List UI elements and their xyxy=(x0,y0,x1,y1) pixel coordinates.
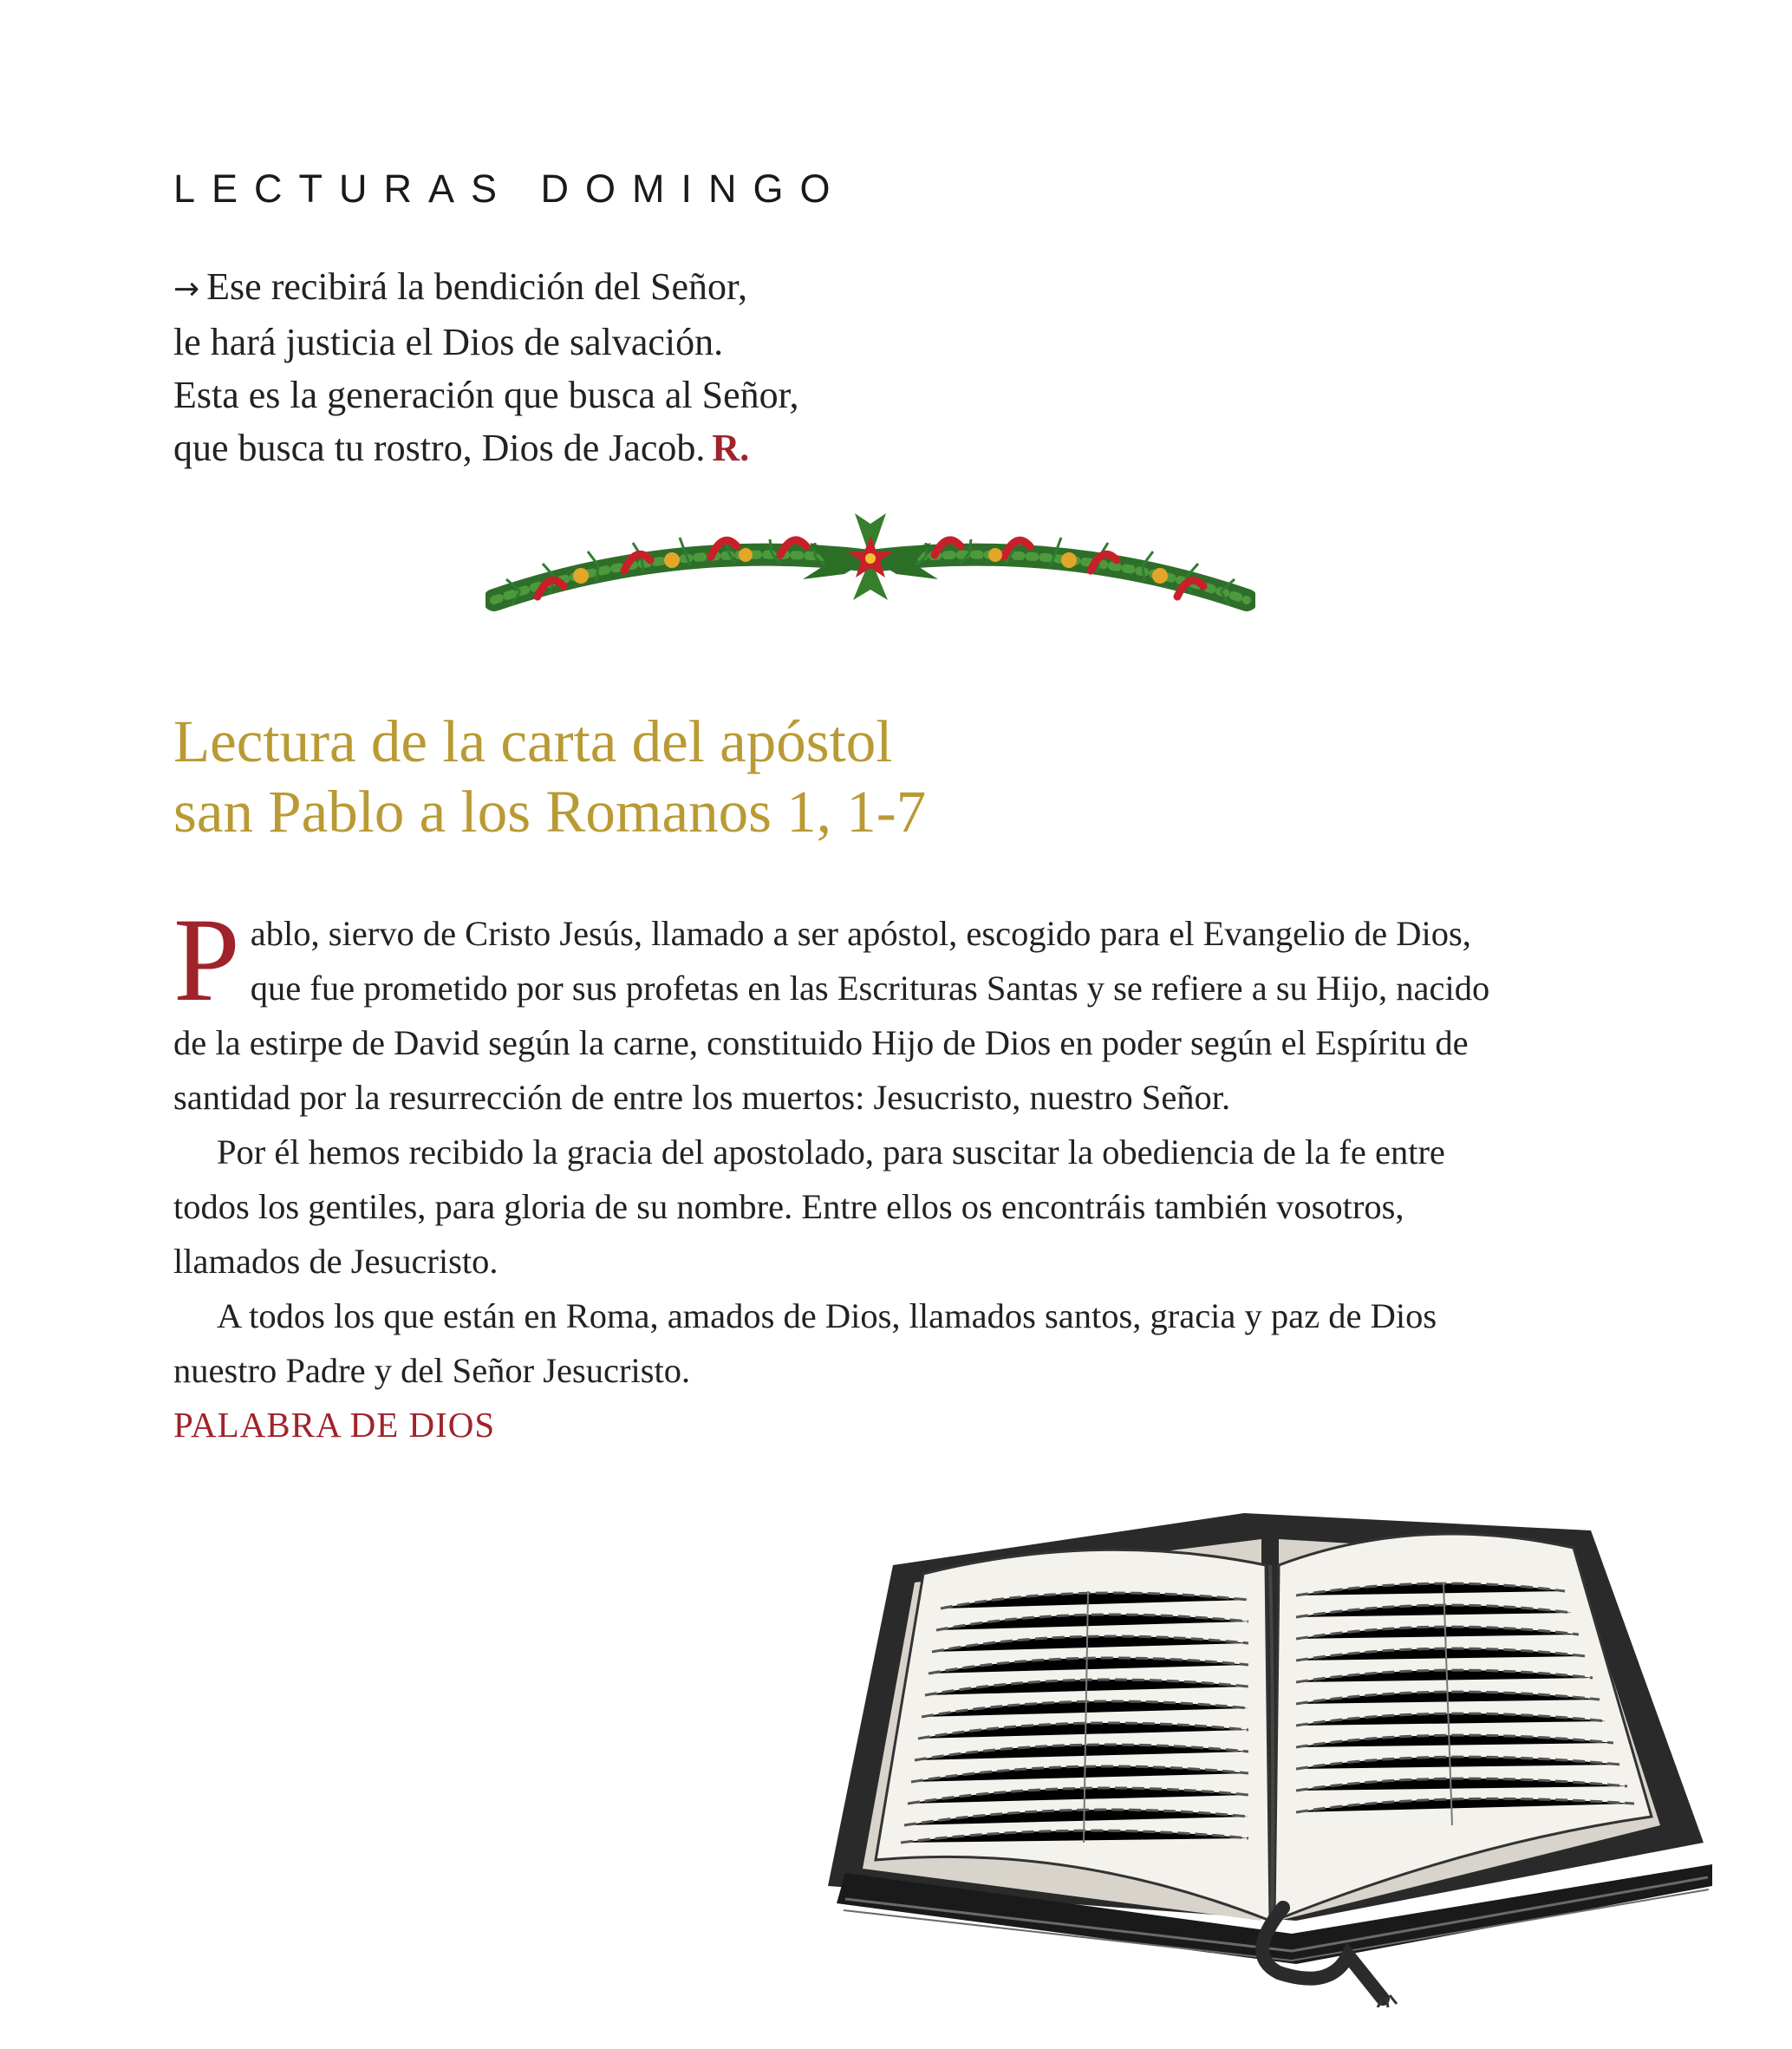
first-paragraph: Pablo, siervo de Cristo Jesús, llamado a ser apóstol, escogido para el Evangelio de Dios, que fue prometido por sus profetas en las Escrituras Santas y se refiere a su Hijo, nacido de la estirpe de David según la carne, constituido Hijo de Dios en poder según el Espíritu de santidad por la resurrección de entre los muertos: Jesucristo, nuestro Señor. xyxy=(173,893,1490,1117)
psalm-line: le hará justicia el Dios de salvación. xyxy=(173,321,724,363)
paragraph: A todos los que están en Roma, amados de Dios, llamados santos, gracia y paz de Dios nuestro Padre y del Señor Jesucristo. xyxy=(173,1296,1437,1390)
christmas-garland-icon xyxy=(485,513,1255,626)
psalm-line: Esta es la generación que busca al Señor, xyxy=(173,374,799,416)
reading-title-line: Lectura de la carta del apóstol xyxy=(173,708,893,774)
arrow-right-icon: → xyxy=(173,271,200,307)
psalm-stanza xyxy=(173,260,1214,474)
open-bible-icon xyxy=(811,1435,1721,2007)
closing-acclamation: PALABRA DE DIOS xyxy=(173,1405,496,1445)
psalm-response: R. xyxy=(712,427,750,469)
reading-body xyxy=(173,893,1526,1452)
psalm-line: → Ese recibirá la bendición del Señor, xyxy=(173,265,747,308)
reading-title-line: san Pablo a los Romanos 1, 1-7 xyxy=(173,779,927,845)
drop-cap: P xyxy=(173,893,240,1026)
section-label: LECTURAS DOMINGO xyxy=(173,166,847,211)
reading-title xyxy=(173,707,1387,847)
paragraph: Por él hemos recibido la gracia del apostolado, para suscitar la obediencia de la fe entre todos los gentiles, para gloria de su nombre. Entre ellos os encontráis también vosotros, llamados de Jesucristo. xyxy=(173,1132,1445,1281)
psalm-line: que busca tu rostro, Dios de Jacob. R. xyxy=(173,427,750,469)
